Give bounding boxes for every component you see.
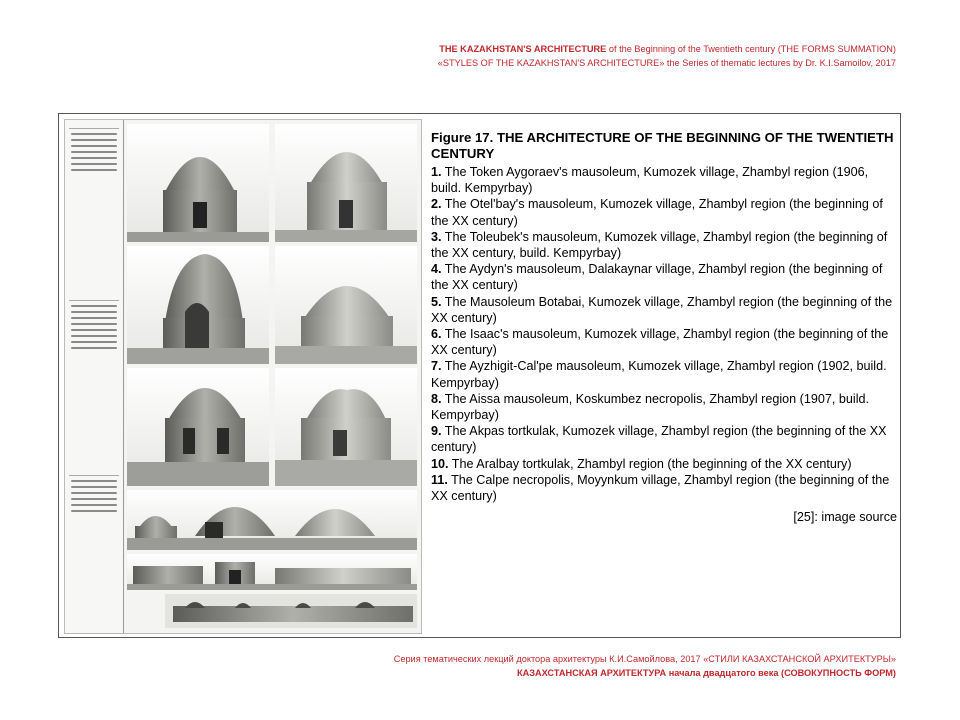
item-text: The Ayzhigit-Cal'pe mausoleum, Kumozek village, Zhambyl region (1902, build. Kempyrbay) <box>431 359 887 390</box>
item-number: 3. <box>431 229 442 244</box>
item-text: The Aissa mausoleum, Koskumbez necropolis, Zhambyl region (1907, build. Kempyrbay) <box>431 391 869 423</box>
item-number: 2. <box>431 197 442 212</box>
photo-collage <box>125 122 419 630</box>
plate-caption-column <box>65 120 124 633</box>
plate-caption-block <box>69 128 119 175</box>
photo-mausoleum-4 <box>275 246 417 364</box>
item-text: The Token Aygoraev's mausoleum, Kumozek village, Zhambyl region (1906, build. Kempyrbay) <box>431 165 869 196</box>
header-subtitle: «STYLES OF THE KAZAKHSTAN'S ARCHITECTURE» the Series of thematic lectures by Dr. K.I.Samoilov, 2017 <box>437 58 896 68</box>
item-text: The Isaac's mausoleum, Kumozek village, Zhambyl region (the beginning of the XX century) <box>431 327 889 358</box>
item-number: 4. <box>431 262 442 277</box>
figure-item <box>431 261 899 293</box>
figure-item <box>431 358 899 390</box>
plate-caption-block <box>69 300 119 353</box>
photo-mausoleum-6 <box>275 368 417 486</box>
item-number: 8. <box>431 391 442 406</box>
photo-ruins-wide <box>127 554 417 590</box>
item-number: 5. <box>431 294 442 309</box>
figure-title: Figure 17. THE ARCHITECTURE OF THE BEGINNING OF THE TWENTIETH CENTURY <box>431 130 894 161</box>
item-text: The Aralbay tortkulak, Zhambyl region (the beginning of the XX century) <box>451 456 852 471</box>
photo-plate <box>64 119 422 634</box>
photo-tortkulak-wide <box>127 490 417 550</box>
figure-item <box>431 423 899 455</box>
figure-item <box>431 326 899 358</box>
item-number: 7. <box>431 359 442 374</box>
footer-line-2: КАЗАХСТАНСКАЯ АРХИТЕКТУРА начала двадцатого века (СОВОКУПНОСТЬ ФОРМ) <box>517 668 896 678</box>
item-text: The Otel'bay's mausoleum, Kumozek village, Zhambyl region (the beginning of the XX century) <box>431 197 883 228</box>
figure-caption <box>431 130 899 525</box>
item-number: 11. <box>431 472 448 487</box>
item-text: The Calpe necropolis, Moyynkum village, Zhambyl region (the beginning of the XX century) <box>431 472 890 504</box>
item-number: 10. <box>431 456 449 471</box>
photo-mausoleum-1 <box>127 124 269 242</box>
item-text: The Toleubek's mausoleum, Kumozek village, Zhambyl region (the beginning of the XX century, build. Kempyrbay) <box>431 229 888 261</box>
item-text: The Aydyn's mausoleum, Dalakaynar village, Zhambyl region (the beginning of the XX century) <box>431 262 883 293</box>
figure-item <box>431 196 899 228</box>
item-number: 6. <box>431 327 442 342</box>
photo-mausoleum-2 <box>275 124 417 242</box>
photo-necropolis-wide <box>165 594 417 628</box>
mausoleum-photos <box>125 122 419 630</box>
item-number: 1. <box>431 165 442 179</box>
figure-item <box>431 164 899 196</box>
plate-caption-block <box>69 475 119 516</box>
footer-line-1: Серия тематических лекций доктора архитектуры К.И.Самойлова, 2017 «СТИЛИ КАЗАХСТАНСКОЙ АРХИТЕКТУРЫ» <box>393 654 896 664</box>
figure-item <box>431 391 899 423</box>
figure-item <box>431 294 899 326</box>
image-source: [25]: image source <box>793 510 897 525</box>
item-text: The Mausoleum Botabai, Kumozek village, Zhambyl region (the beginning of the XX century) <box>431 294 893 325</box>
figure-item <box>431 472 899 504</box>
header-title-bold: THE KAZAKHSTAN'S ARCHITECTURE <box>439 44 607 54</box>
photo-mausoleum-3 <box>127 246 269 364</box>
item-text: The Akpas tortkulak, Kumozek village, Zhambyl region (the beginning of the XX century) <box>431 424 887 455</box>
item-number: 9. <box>431 424 442 439</box>
header-title <box>439 44 896 54</box>
header-title-rest: of the Beginning of the Twentieth century (THE FORMS SUMMATION) <box>608 44 896 54</box>
figure-item <box>431 456 899 472</box>
figure-item <box>431 229 899 261</box>
photo-mausoleum-5 <box>127 368 269 486</box>
